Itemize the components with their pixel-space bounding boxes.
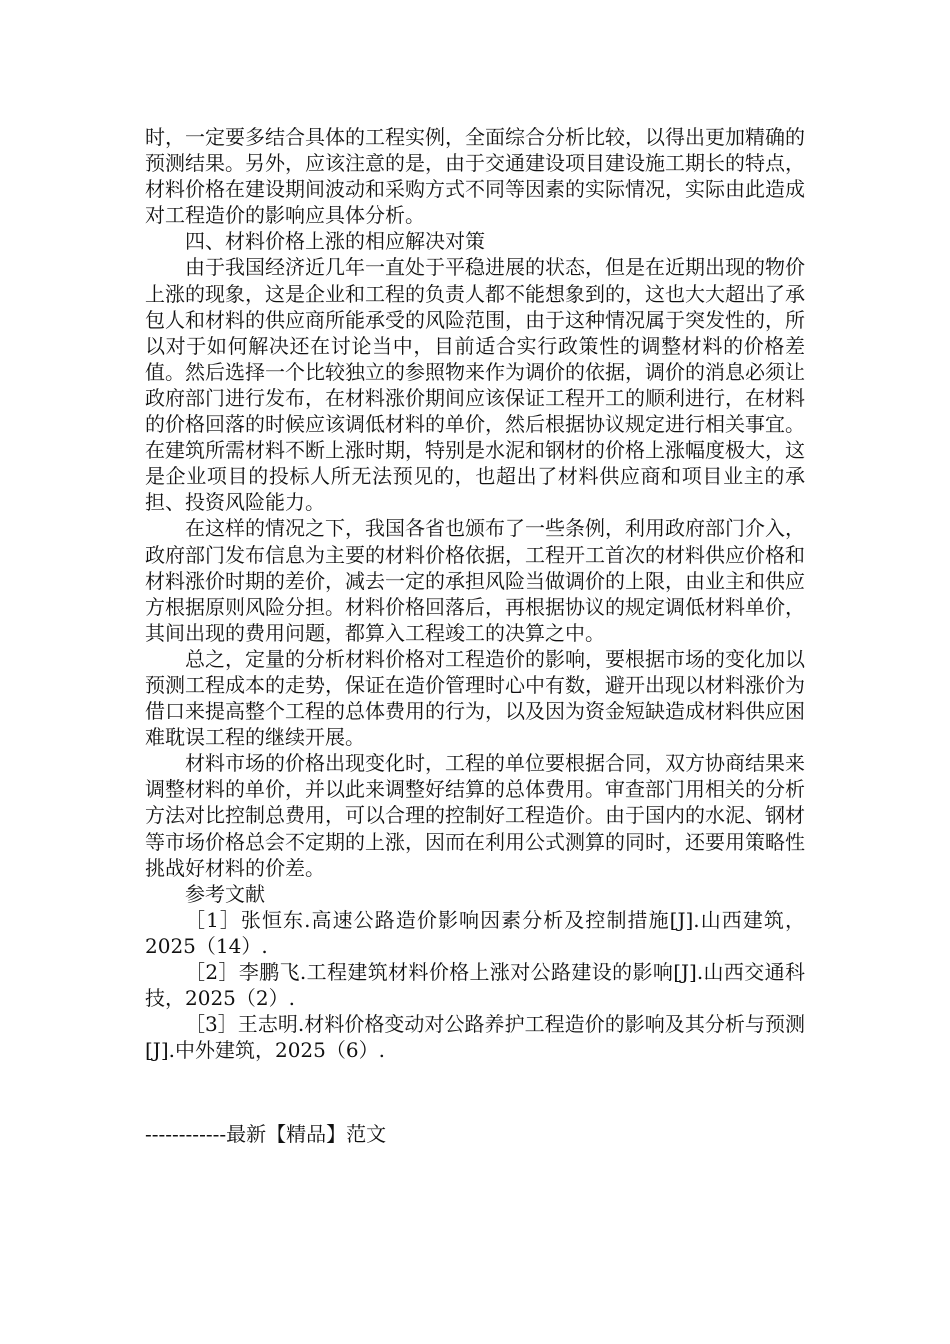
paragraph-continued: 时，一定要多结合具体的工程实例，全面综合分析比较，以得出更加精确的预测结果。另外，应该注意的是，由于交通建设项目建设施工期长的特点，材料价格在建设期间波动和采购方式不同等因素的实际情况，实际由此造成对工程造价的影响应具体分析。 <box>145 125 805 228</box>
page-footer: ------------最新【精品】范文 <box>145 1122 387 1146</box>
references-heading: 参考文献 <box>185 881 265 906</box>
paragraph-summary: 总之，定量的分析材料价格对工程造价的影响，要根据市场的变化加以预测工程成本的走势，保证在造价管理时心中有数，避开出现以材料涨价为借口来提高整个工程的总体费用的行为，以及因为资金短缺造成材料供应困难耽误工程的继续开展。 <box>145 646 805 750</box>
document-body <box>145 124 805 1063</box>
reference-item: ［2］李鹏飞.工程建筑材料价格上涨对公路建设的影响[J].山西交通科技，2025（2）. <box>145 960 805 1011</box>
paragraph-countermeasures: 由于我国经济近几年一直处于平稳进展的状态，但是在近期出现的物价上涨的现象，这是企业和工程的负责人都不能想象到的，这也大大超出了承包人和材料的供应商所能承受的风险范围，由于这种情况属于突发性的，所以对于如何解决还在讨论当中，目前适合实行政策性的调整材料的价格差值。然后选择一个比较独立的参照物来作为调价的依据，调价的消息必须让政府部门进行发布，在材料涨价期间应该保证工程开工的顺利进行，在材料的价格回落的时候应该调低材料的单价，然后根据协议规定进行相关事宜。在建筑所需材料不断上涨时期，特别是水泥和钢材的价格上涨幅度极大，这是企业项目的投标人所无法预见的，也超出了材料供应商和项目业主的承担、投资风险能力。 <box>145 255 805 515</box>
reference-item: ［1］张恒东.高速公路造价影响因素分析及控制措施[J].山西建筑，2025（14）. <box>145 907 805 958</box>
section-heading: 四、材料价格上涨的相应解决对策 <box>185 229 485 254</box>
reference-item: ［3］王志明.材料价格变动对公路养护工程造价的影响及其分析与预测[J].中外建筑，2025（6）. <box>145 1012 805 1063</box>
paragraph-regulations: 在这样的情况之下，我国各省也颁布了一些条例，利用政府部门介入，政府部门发布信息为主要的材料价格依据，工程开工首次的材料供应价格和材料涨价时期的差价，减去一定的承担风险当做调价的上限，由业主和供应方根据原则风险分担。材料价格回落后，再根据协议的规定调低材料单价，其间出现的费用问题，都算入工程竣工的决算之中。 <box>145 516 805 645</box>
paragraph-market-price: 材料市场的价格出现变化时，工程的单位要根据合同，双方协商结果来调整材料的单价，并以此来调整好结算的总体费用。审查部门用相关的分析方法对比控制总费用，可以合理的控制好工程造价。由于国内的水泥、钢材等市场价格总会不定期的上涨，因而在利用公式测算的同时，还要用策略性挑战好材料的价差。 <box>145 751 805 880</box>
